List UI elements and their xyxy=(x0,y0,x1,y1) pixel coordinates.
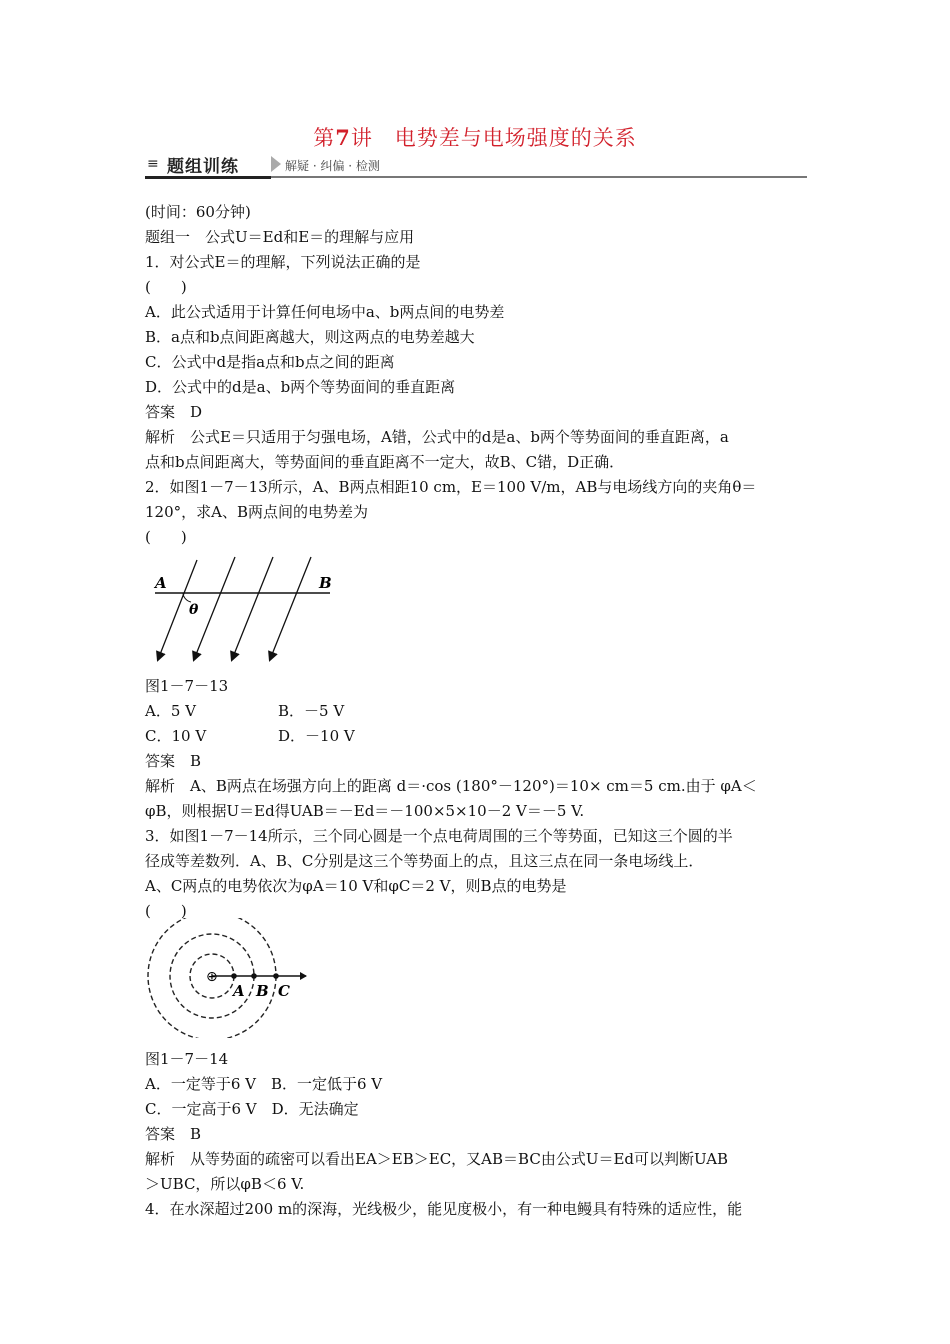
q2-paren: ( ) xyxy=(145,528,187,546)
q1-option-d: D．公式中的d是a、b两个等势面间的垂直距离 xyxy=(145,378,456,396)
triangle-icon xyxy=(271,156,281,172)
q1-explanation-1: 解析 公式E＝只适用于匀强电场，A错，公式中的d是a、b两个等势面间的垂直距离，a xyxy=(145,428,729,446)
title-text: 讲 电势差与电场强度的关系 xyxy=(350,126,637,150)
fig14-caption: 图1－7－14 xyxy=(145,1050,229,1068)
q4-stem: 4．在水深超过200 m的深海，光线极少，能见度极小，有一种电鳗具有特殊的适应性，能 xyxy=(145,1200,743,1218)
figure-1-7-13 xyxy=(145,552,345,667)
q3-paren: ( ) xyxy=(145,902,187,920)
charge-icon: ⊕ xyxy=(206,969,218,985)
group-heading: 题组一 公式U＝Ed和E＝的理解与应用 xyxy=(145,228,415,246)
q1-answer: 答案 D xyxy=(145,403,203,421)
q3-stem-3: A、C两点的电势依次为φA＝10 V和φC＝2 V，则B点的电势是 xyxy=(145,877,567,895)
q3-explanation-2: ＞UBC，所以φB＜6 V. xyxy=(145,1175,305,1193)
q2-option-d: D．－10 V xyxy=(278,727,355,745)
label-c: C xyxy=(278,982,290,1000)
q1-option-c: C．公式中d是指a点和b点之间的距离 xyxy=(145,353,395,371)
section-banner xyxy=(145,150,807,178)
label-b: B xyxy=(319,574,332,592)
banner-subtitle: 解疑 · 纠偏 · 检测 xyxy=(285,159,380,173)
q1-option-a: A．此公式适用于计算任何电场中a、b两点间的电势差 xyxy=(145,303,505,321)
q3-explanation-1: 解析 从等势面的疏密可以看出EA＞EB＞EC，又AB＝BC由公式U＝Ed可以判断UAB xyxy=(145,1150,729,1168)
banner-label: 题组训练 xyxy=(167,157,239,177)
label-a: A xyxy=(155,574,167,592)
q1-option-b: B．a点和b点间距离越大，则这两点的电势差越大 xyxy=(145,328,475,346)
fig13-caption: 图1－7－13 xyxy=(145,677,229,695)
q2-option-a: A．5 V xyxy=(145,702,196,720)
q2-explanation-1: 解析 A、B两点在场强方向上的距离 d＝·cos (180°－120°)＝10× cm＝5 cm.由于 φA＜ xyxy=(145,777,757,795)
field-line xyxy=(233,557,273,657)
q2-stem-1: 2．如图1－7－13所示，A、B两点相距10 cm，E＝100 V/m，AB与电场线方向的夹角θ＝ xyxy=(145,478,757,496)
title-prefix: 第 xyxy=(313,126,336,150)
q3-stem-1: 3．如图1－7－14所示，三个同心圆是一个点电荷周围的三个等势面，已知这三个圆的半 xyxy=(145,827,733,845)
point-c xyxy=(273,973,279,979)
q3-options-ab: A．一定等于6 V B．一定低于6 V xyxy=(145,1075,383,1093)
field-line xyxy=(195,557,235,657)
label-a: A xyxy=(233,982,245,1000)
q2-option-b: B．－5 V xyxy=(278,702,345,720)
stripes-icon: ≡ xyxy=(147,156,159,172)
q2-answer: 答案 B xyxy=(145,752,202,770)
point-b xyxy=(251,973,257,979)
q3-answer: 答案 B xyxy=(145,1125,202,1143)
field-line xyxy=(271,557,311,657)
time-limit: (时间：60分钟) xyxy=(145,203,251,221)
q1-paren: ( ) xyxy=(145,278,187,296)
q2-explanation-2: φB，则根据U＝Ed得UAB＝－Ed＝－100×5×10－2 V＝－5 V. xyxy=(145,802,585,820)
arrow-head-icon xyxy=(300,972,307,980)
page-title xyxy=(0,122,950,152)
point-a xyxy=(231,973,237,979)
figure-1-7-14 xyxy=(140,918,320,1038)
q3-stem-2: 径成等差数列．A、B、C分别是这三个等势面上的点，且这三点在同一条电场线上． xyxy=(145,852,704,870)
q1-stem: 1．对公式E＝的理解，下列说法正确的是 xyxy=(145,253,421,271)
label-theta: θ xyxy=(189,602,199,618)
label-b: B xyxy=(256,982,269,1000)
q2-option-c: C．10 V xyxy=(145,727,207,745)
banner-label-box xyxy=(145,150,271,179)
q1-explanation-2: 点和b点间距离大，等势面间的垂直距离不一定大，故B、C错，D正确． xyxy=(145,453,625,471)
q2-stem-2: 120°，求A、B两点间的电势差为 xyxy=(145,503,368,521)
q3-options-cd: C．一定高于6 V D．无法确定 xyxy=(145,1100,359,1118)
title-number: 7 xyxy=(335,125,351,150)
